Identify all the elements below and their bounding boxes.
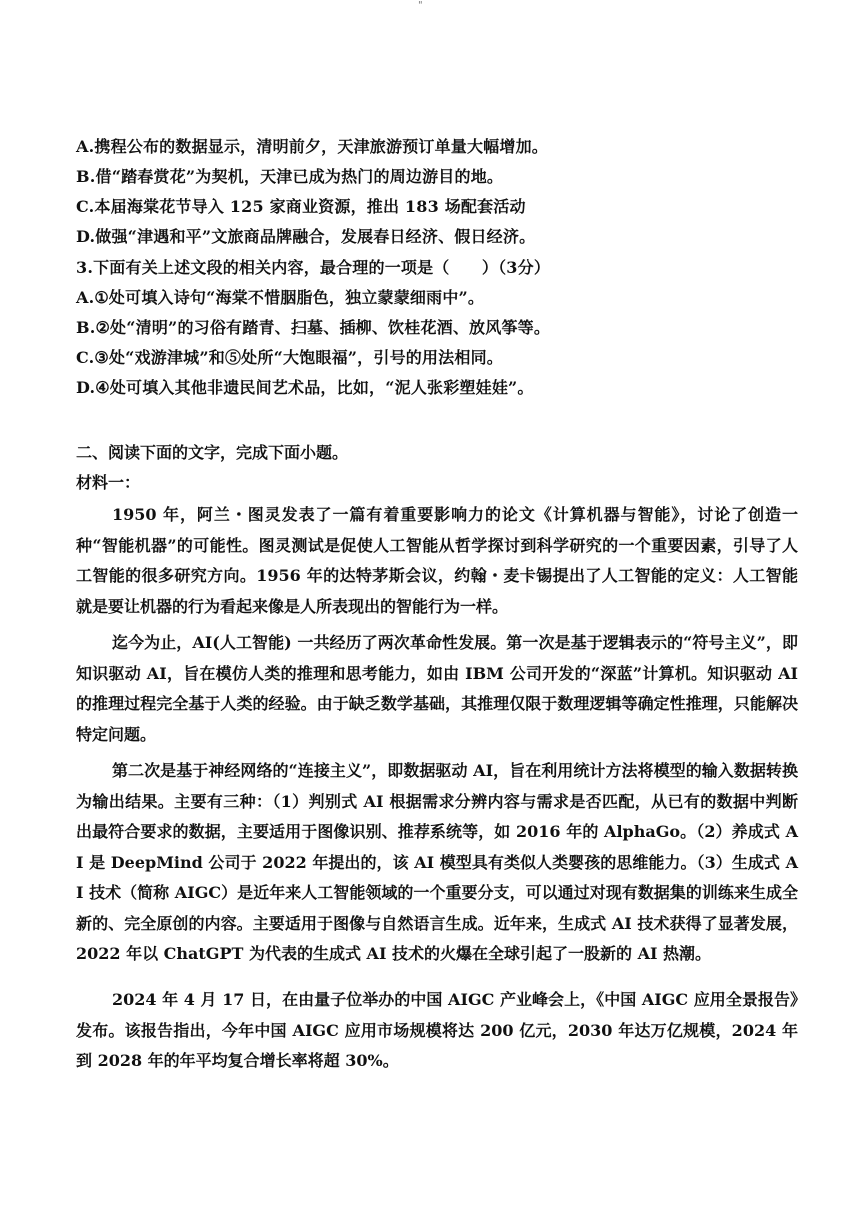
paragraph-4: 2024 年 4 月 17 日，在由量子位举办的中国 AIGC 产业峰会上，《中国 AIGC 应用全景报告》发布。该报告指出，今年中国 AIGC 应用市场规模将达 200 亿元，2030 年达万亿规模，2024 年到 2028 年的年平均复合增长率将超 30%。 (76, 990, 798, 1070)
paragraph-1: 1950 年，阿兰・图灵发表了一篇有着重要影响力的论文《计算机器与智能》，讨论了创造一种“智能机器”的可能性。图灵测试是促使人工智能从哲学探讨到科学研究的一个重要因素，引导了人工智能的很多研究方向。1956 年的达特茅斯会议，约翰・麦卡锡提出了人工智能的定义：人工智能就是要让机器的行为看起来像是人所表现出的智能行为一样。 (76, 505, 798, 616)
material-label: 材料一： (76, 473, 141, 492)
scan-mark: " (418, 0, 423, 11)
paragraph-2: 迄今为止，AI(人工智能) 一共经历了两次革命性发展。第一次是基于逻辑表示的“符号主义”，即知识驱动 AI，旨在模仿人类的推理和思考能力，如由 IBM 公司开发的“深蓝”计算机。知识驱动 AI 的推理过程完全基于人类的经验。由于缺乏数学基础，其推理仅限于数理逻辑等确定性推理，只能解决特定问题。 (76, 633, 798, 744)
q2-option-b: B.借“踏春赏花”为契机，天津已成为热门的周边游目的地。 (76, 167, 504, 186)
q3-option-b: B.②处“清明”的习俗有踏青、扫墓、插柳、饮桂花酒、放风筝等。 (76, 318, 551, 337)
q2-option-c: C.本届海棠花节导入 125 家商业资源，推出 183 场配套活动 (76, 197, 526, 216)
section-title: 二、阅读下面的文字，完成下面小题。 (76, 443, 349, 462)
q2-option-a: A.携程公布的数据显示，清明前夕，天津旅游预订单量大幅增加。 (76, 137, 548, 156)
q3-option-d: D.④处可填入其他非遗民间艺术品，比如，“泥人张彩塑娃娃”。 (76, 378, 534, 397)
paragraph-3: 第二次是基于神经网络的“连接主义”，即数据驱动 AI，旨在利用统计方法将模型的输入数据转换为输出结果。主要有三种：（1）判别式 AI 根据需求分辨内容与需求是否匹配，从已有的数据中判断出最符合要求的数据，主要适用于图像识别、推荐系统等，如 2016 年的 AlphaGo。（2）养成式 AI 是 DeepMind 公司于 2022 年提出的，该 AI 模型具有类似人类婴孩的思维能力。（3）生成式 AI 技术（简称 AIGC）是近年来人工智能领域的一个重要分支，可以通过对现有数据集的训练来生成全新的、完全原创的内容。主要适用于图像与自然语言生成。近年来，生成式 AI 技术获得了显著发展，2022 年以 ChatGPT 为代表的生成式 AI 技术的火爆在全球引起了一股新的 AI 热潮。 (76, 761, 798, 963)
q3-option-a: A.①处可填入诗句“海棠不惜胭脂色，独立蒙蒙细雨中”。 (76, 288, 485, 307)
q3-option-c: C.③处“戏游津城”和⑤处所“大饱眼福”，引号的用法相同。 (76, 348, 503, 367)
q3-stem: 3.下面有关上述文段的相关内容，最合理的一项是（ ）（3分） (76, 258, 551, 277)
q2-option-d: D.做强“津遇和平”文旅商品牌融合，发展春日经济、假日经济。 (76, 227, 536, 246)
